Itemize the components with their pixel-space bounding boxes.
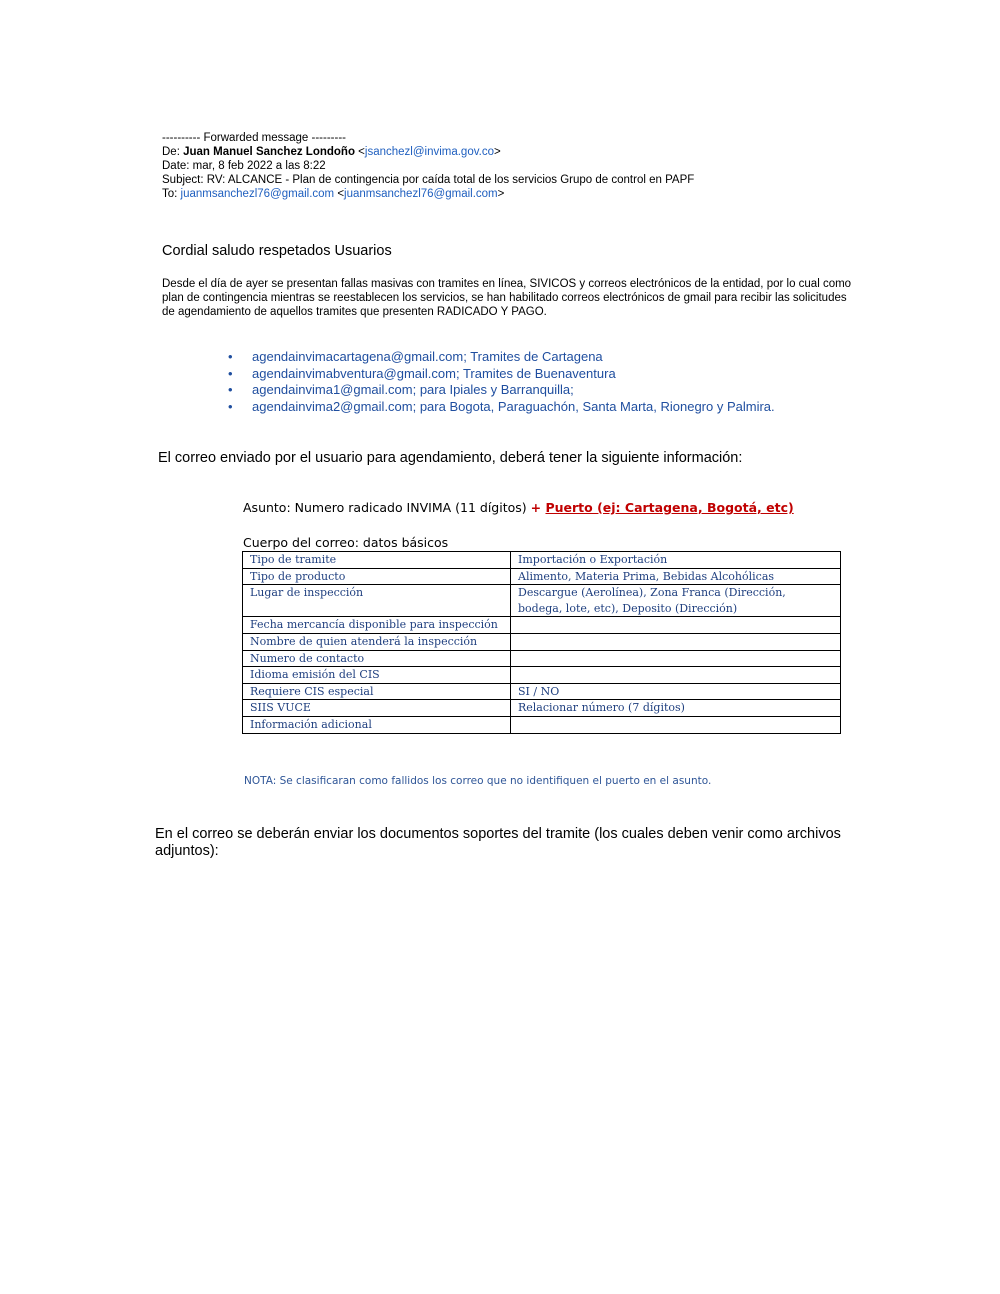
- table-cell: [511, 617, 841, 634]
- asunto-port: Puerto (ej: Cartagena, Bogotá, etc): [545, 500, 794, 515]
- documents-line: En el correo se deberán enviar los documentos soportes del tramite (los cuales deben venir como archivos adjuntos):: [155, 826, 841, 859]
- from-email-link[interactable]: jsanchezl@invima.gov.co: [364, 146, 494, 158]
- to-line: To: juanmsanchezl76@gmail.com <juanmsanchezl76@gmail.com>: [162, 188, 505, 200]
- table-row: [243, 716, 841, 733]
- from-line: De: Juan Manuel Sanchez Londoño <jsanchezl@invima.gov.co>: [162, 146, 501, 158]
- table-cell: Información adicional: [243, 716, 511, 733]
- forwarded-line: ---------- Forwarded message ---------: [162, 132, 346, 144]
- table-row: [243, 683, 841, 700]
- table-cell: [511, 667, 841, 684]
- table-cell: Fecha mercancía disponible para inspección: [243, 617, 511, 634]
- list-item: [228, 382, 775, 399]
- table-row: [243, 552, 841, 569]
- from-name: Juan Manuel Sanchez Londoño: [183, 146, 355, 158]
- to-label: To:: [162, 188, 181, 200]
- asunto-text: Asunto: Numero radicado INVIMA (11 dígitos): [243, 500, 531, 515]
- list-item-text[interactable]: agendainvima2@gmail.com; para Bogota, Paraguachón, Santa Marta, Rionegro y Palmira.: [252, 398, 775, 414]
- basic-data-table: [242, 551, 841, 734]
- table-cell: Alimento, Materia Prima, Bebidas Alcohólicas: [511, 568, 841, 585]
- table-row: [243, 633, 841, 650]
- list-item: [228, 366, 775, 383]
- subject-line: Subject: RV: ALCANCE - Plan de contingencia por caída total de los servicios Grupo de control en PAPF: [162, 174, 695, 186]
- info-line: El correo enviado por el usuario para agendamiento, deberá tener la siguiente información:: [158, 450, 743, 466]
- bullet-icon: •: [228, 365, 233, 381]
- table-cell: Numero de contacto: [243, 650, 511, 667]
- email-header: [162, 131, 694, 201]
- table-row: [243, 667, 841, 684]
- nota: NOTA: Se clasificaran como fallidos los correo que no identifiquen el puerto en el asunto.: [244, 775, 712, 787]
- to-email-link[interactable]: juanmsanchezl76@gmail.com: [180, 188, 335, 200]
- greeting: Cordial saludo respetados Usuarios: [162, 243, 392, 259]
- asunto-line: [243, 500, 794, 515]
- cuerpo-title: Cuerpo del correo: datos básicos: [243, 535, 449, 550]
- table-cell: Nombre de quien atenderá la inspección: [243, 633, 511, 650]
- table-cell: Tipo de producto: [243, 568, 511, 585]
- table-cell: Idioma emisión del CIS: [243, 667, 511, 684]
- bullet-icon: •: [228, 382, 233, 397]
- table-cell: Requiere CIS especial: [243, 683, 511, 700]
- table-cell: Importación o Exportación: [511, 552, 841, 569]
- table-row: [243, 650, 841, 667]
- list-item-text[interactable]: agendainvimacartagena@gmail.com; Tramites de Cartagena: [252, 349, 603, 364]
- from-label: De:: [162, 146, 184, 158]
- table-cell: [511, 650, 841, 667]
- table-cell: Descargue (Aerolínea), Zona Franca (Dirección, bodega, lote, etc), Deposito (Dirección): [511, 585, 841, 617]
- list-item-text[interactable]: agendainvima1@gmail.com; para Ipiales y Barranquilla;: [252, 382, 574, 397]
- table-cell: [511, 716, 841, 733]
- to-email-bracket-link[interactable]: juanmsanchezl76@gmail.com: [344, 188, 498, 200]
- table-row: [243, 617, 841, 634]
- table-cell: Tipo de tramite: [243, 552, 511, 569]
- bullet-icon: •: [228, 398, 233, 414]
- table-cell: SI / NO: [511, 683, 841, 700]
- date-line: Date: mar, 8 feb 2022 a las 8:22: [162, 160, 326, 172]
- table-cell: Relacionar número (7 dígitos): [511, 700, 841, 717]
- list-item: [228, 399, 775, 416]
- table-row: [243, 700, 841, 717]
- email-list: [228, 349, 775, 415]
- intro-paragraph: Desde el día de ayer se presentan fallas masivas con tramites en línea, SIVICOS y correos electrónicos de la entidad, por lo cual como plan de contingencia mientras se reestablecen los servicios, se han habilitado correos electrónicos de gmail para recibir las solicitudes de agendamiento de aquellos tramites que presenten RADICADO Y PAGO.: [162, 278, 852, 318]
- list-item-text[interactable]: agendainvimabventura@gmail.com; Tramites de Buenaventura: [252, 365, 616, 381]
- table-cell: [511, 633, 841, 650]
- table-cell: Lugar de inspección: [243, 585, 511, 617]
- table-row: [243, 568, 841, 585]
- list-item: [228, 349, 775, 366]
- table-cell: SIIS VUCE: [243, 700, 511, 717]
- asunto-plus: +: [530, 500, 546, 515]
- bullet-icon: •: [228, 349, 233, 364]
- table-row: [243, 585, 841, 617]
